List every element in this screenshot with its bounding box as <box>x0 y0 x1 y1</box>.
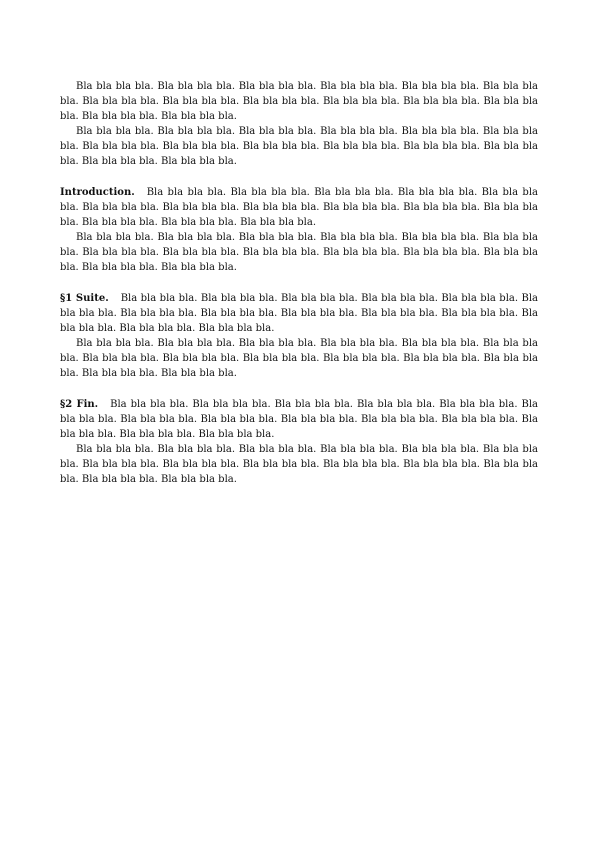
document-page <box>60 79 538 503</box>
section-suite <box>60 291 538 381</box>
section-fin <box>60 397 538 487</box>
paragraph-text: Bla bla bla bla. Bla bla bla bla. Bla bla bla bla. Bla bla bla bla. Bla bla bla bla. Bla bla bla bla. Bla bla bla bla. Bla bla bla bla. Bla bla bla bla. Bla bla bla bla. Bla bla bla bla. Bla bla bla bla. Bla bla bla bla. Bla bla bla bla. <box>60 293 538 334</box>
paragraph: Bla bla bla bla. Bla bla bla bla. Bla bla bla bla. Bla bla bla bla. Bla bla bla bla. Bla bla bla bla. Bla bla bla bla. Bla bla bla bla. Bla bla bla bla. Bla bla bla bla. Bla bla bla bla. Bla bla bla bla. Bla bla bla bla. Bla bla bla bla. <box>60 232 538 273</box>
section-heading: Introduction. <box>60 187 135 198</box>
preamble-section <box>60 79 538 169</box>
section-introduction <box>60 185 538 275</box>
section-heading: §1 Suite. <box>60 293 109 304</box>
paragraph: Bla bla bla bla. Bla bla bla bla. Bla bla bla bla. Bla bla bla bla. Bla bla bla bla. Bla bla bla bla. Bla bla bla bla. Bla bla bla bla. Bla bla bla bla. Bla bla bla bla. Bla bla bla bla. Bla bla bla bla. Bla bla bla bla. Bla bla bla bla. <box>60 81 538 122</box>
paragraph: Bla bla bla bla. Bla bla bla bla. Bla bla bla bla. Bla bla bla bla. Bla bla bla bla. Bla bla bla bla. Bla bla bla bla. Bla bla bla bla. Bla bla bla bla. Bla bla bla bla. Bla bla bla bla. Bla bla bla bla. Bla bla bla bla. Bla bla bla bla. <box>60 338 538 379</box>
section-lead-paragraph <box>60 397 538 442</box>
paragraph: Bla bla bla bla. Bla bla bla bla. Bla bla bla bla. Bla bla bla bla. Bla bla bla bla. Bla bla bla bla. Bla bla bla bla. Bla bla bla bla. Bla bla bla bla. Bla bla bla bla. Bla bla bla bla. Bla bla bla bla. Bla bla bla bla. Bla bla bla bla. <box>60 126 538 167</box>
section-lead-paragraph <box>60 185 538 230</box>
paragraph: Bla bla bla bla. Bla bla bla bla. Bla bla bla bla. Bla bla bla bla. Bla bla bla bla. Bla bla bla bla. Bla bla bla bla. Bla bla bla bla. Bla bla bla bla. Bla bla bla bla. Bla bla bla bla. Bla bla bla bla. Bla bla bla bla. Bla bla bla bla. <box>60 444 538 485</box>
paragraph-text: Bla bla bla bla. Bla bla bla bla. Bla bla bla bla. Bla bla bla bla. Bla bla bla bla. Bla bla bla bla. Bla bla bla bla. Bla bla bla bla. Bla bla bla bla. Bla bla bla bla. Bla bla bla bla. Bla bla bla bla. Bla bla bla bla. Bla bla bla bla. <box>60 187 538 228</box>
section-heading: §2 Fin. <box>60 399 99 410</box>
section-lead-paragraph <box>60 291 538 336</box>
paragraph-text: Bla bla bla bla. Bla bla bla bla. Bla bla bla bla. Bla bla bla bla. Bla bla bla bla. Bla bla bla bla. Bla bla bla bla. Bla bla bla bla. Bla bla bla bla. Bla bla bla bla. Bla bla bla bla. Bla bla bla bla. Bla bla bla bla. Bla bla bla bla. <box>60 399 538 440</box>
